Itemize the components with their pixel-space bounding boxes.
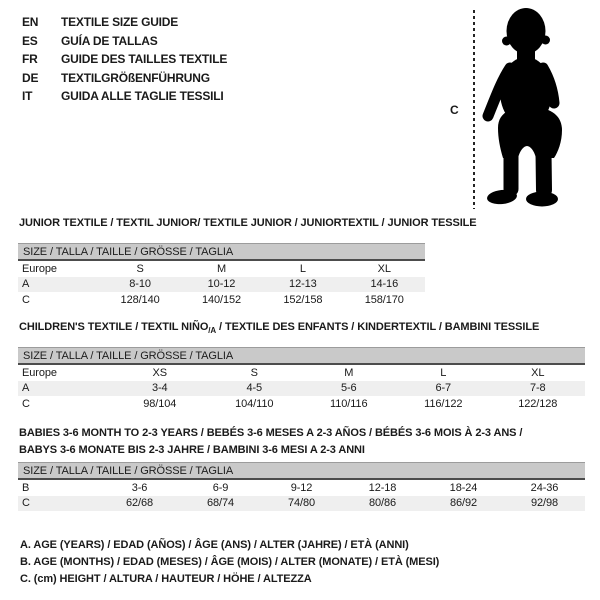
- age-cell: 6-7: [396, 381, 491, 397]
- legend-line-c: C. (cm) HEIGHT / ALTURA / HAUTEUR / HÖHE / ALTEZZA: [20, 573, 312, 585]
- table-row: [18, 479, 585, 496]
- size-cell: XL: [377, 262, 391, 275]
- language-row: [22, 13, 227, 32]
- age-cell: 12-18: [368, 481, 397, 494]
- row-label: C: [22, 293, 30, 306]
- legend-line-b: B. AGE (MONTHS) / EDAD (MESES) / ÂGE (MOIS) / ALTER (MONATE) / ETÀ (MESI): [20, 556, 440, 568]
- size-header-cell: SIZE / TALLA / TAILLE / GRÖSSE / TAGLIA: [18, 463, 585, 480]
- table-header-row: [18, 244, 425, 261]
- row-label: Europe: [22, 366, 57, 379]
- height-cell: 68/74: [180, 496, 261, 512]
- size-header-cell: SIZE / TALLA / TAILLE / GRÖSSE / TAGLIA: [18, 244, 425, 261]
- toddler-silhouette-image: [470, 0, 600, 215]
- age-cell: 10-12: [181, 277, 262, 293]
- height-cell: 140/152: [201, 293, 241, 306]
- size-cell: XL: [531, 366, 545, 379]
- language-row: [22, 50, 227, 69]
- height-measure-label: C: [450, 103, 459, 117]
- height-cell: 74/80: [261, 496, 342, 512]
- junior-size-table: [18, 243, 425, 308]
- size-cell: M: [216, 262, 227, 275]
- language-title: TEXTILE SIZE GUIDE: [61, 15, 179, 29]
- height-cell: 116/122: [424, 397, 463, 410]
- age-cell: 7-8: [491, 381, 586, 397]
- language-code: EN: [22, 15, 39, 29]
- age-cell: 5-6: [302, 381, 397, 397]
- children-size-table: [18, 347, 585, 412]
- height-cell: 110/116: [330, 397, 368, 410]
- language-list: [22, 13, 227, 106]
- table-row: [18, 496, 585, 512]
- row-label: A: [18, 381, 113, 397]
- height-cell: 62/68: [99, 496, 180, 512]
- row-label: C: [18, 496, 99, 512]
- babies-title-line1: BABIES 3-6 MONTH TO 2-3 YEARS / BEBÉS 3-6 MESES A 2-3 AÑOS / BÉBÉS 3-6 MOIS À 2-3 ANS /: [19, 427, 523, 439]
- age-cell: 4-5: [207, 381, 302, 397]
- age-cell: 3-6: [131, 481, 148, 494]
- age-cell: 3-4: [113, 381, 208, 397]
- size-cell: XS: [152, 366, 167, 379]
- table-row: [18, 292, 425, 308]
- language-row: [22, 87, 227, 106]
- language-title: GUÍA DE TALLAS: [61, 33, 158, 48]
- language-title: TEXTILGRÖßENFÜHRUNG: [61, 70, 210, 85]
- row-label: B: [22, 481, 30, 494]
- table-row: [18, 364, 585, 381]
- height-cell: 122/128: [518, 397, 558, 410]
- height-cell: 158/170: [364, 293, 404, 306]
- age-cell: 14-16: [344, 277, 425, 293]
- height-cell: 128/140: [120, 293, 160, 306]
- table-row: [18, 396, 585, 412]
- row-label: Europe: [22, 262, 57, 275]
- babies-section-title: [19, 425, 522, 458]
- age-cell: 12-13: [262, 277, 343, 293]
- babies-title-line2: BABYS 3-6 MONATE BIS 2-3 JAHRE / BAMBINI 3-6 MESI A 2-3 ANNI: [19, 443, 365, 456]
- junior-section-title: JUNIOR TEXTILE / TEXTIL JUNIOR/ TEXTILE JUNIOR / JUNIORTEXTIL / JUNIOR TESSILE: [19, 217, 477, 229]
- language-title: GUIDE DES TAILLES TEXTILE: [61, 52, 228, 67]
- age-cell: 8-10: [99, 277, 180, 293]
- language-code: ES: [22, 33, 38, 48]
- language-title: GUIDA ALLE TAGLIE TESSILI: [61, 89, 224, 104]
- children-title-text: CHILDREN'S TEXTILE / TEXTIL NIÑO: [19, 321, 209, 333]
- age-cell: 6-9: [212, 481, 229, 494]
- table-header-row: [18, 463, 585, 480]
- language-code: DE: [22, 70, 39, 85]
- language-code: IT: [22, 89, 33, 104]
- table-row: [18, 381, 585, 397]
- table-row: [18, 260, 425, 277]
- height-cell: 104/110: [235, 397, 274, 410]
- age-cell: 24-36: [530, 481, 559, 494]
- table-header-row: [18, 348, 585, 365]
- measurement-legend: [20, 537, 439, 588]
- row-label: C: [22, 397, 30, 410]
- height-cell: 152/158: [283, 293, 323, 306]
- table-row: [18, 277, 425, 293]
- age-cell: 9-12: [290, 481, 313, 494]
- language-code: FR: [22, 52, 38, 67]
- children-title-subscript: /A: [208, 326, 217, 336]
- height-cell: 86/92: [423, 496, 504, 512]
- babies-size-table: [18, 462, 585, 511]
- height-cell: 80/86: [342, 496, 423, 512]
- height-cell: 98/104: [143, 397, 177, 410]
- language-row: [22, 69, 227, 88]
- age-cell: 18-24: [449, 481, 478, 494]
- size-cell: S: [250, 366, 258, 379]
- row-label: A: [18, 277, 99, 293]
- children-title-text: / TEXTILE DES ENFANTS / KINDERTEXTIL / BAMBINI TESSILE: [216, 321, 540, 333]
- size-cell: L: [299, 262, 306, 275]
- size-header-cell: SIZE / TALLA / TAILLE / GRÖSSE / TAGLIA: [18, 348, 585, 365]
- legend-line-a: A. AGE (YEARS) / EDAD (AÑOS) / ÂGE (ANS) / ALTER (JAHRE) / ETÀ (ANNI): [20, 539, 409, 551]
- size-cell: M: [344, 366, 354, 379]
- children-section-title: [19, 321, 539, 335]
- language-row: [22, 32, 227, 51]
- height-cell: 92/98: [504, 496, 585, 512]
- size-cell: L: [440, 366, 447, 379]
- size-cell: S: [136, 262, 144, 275]
